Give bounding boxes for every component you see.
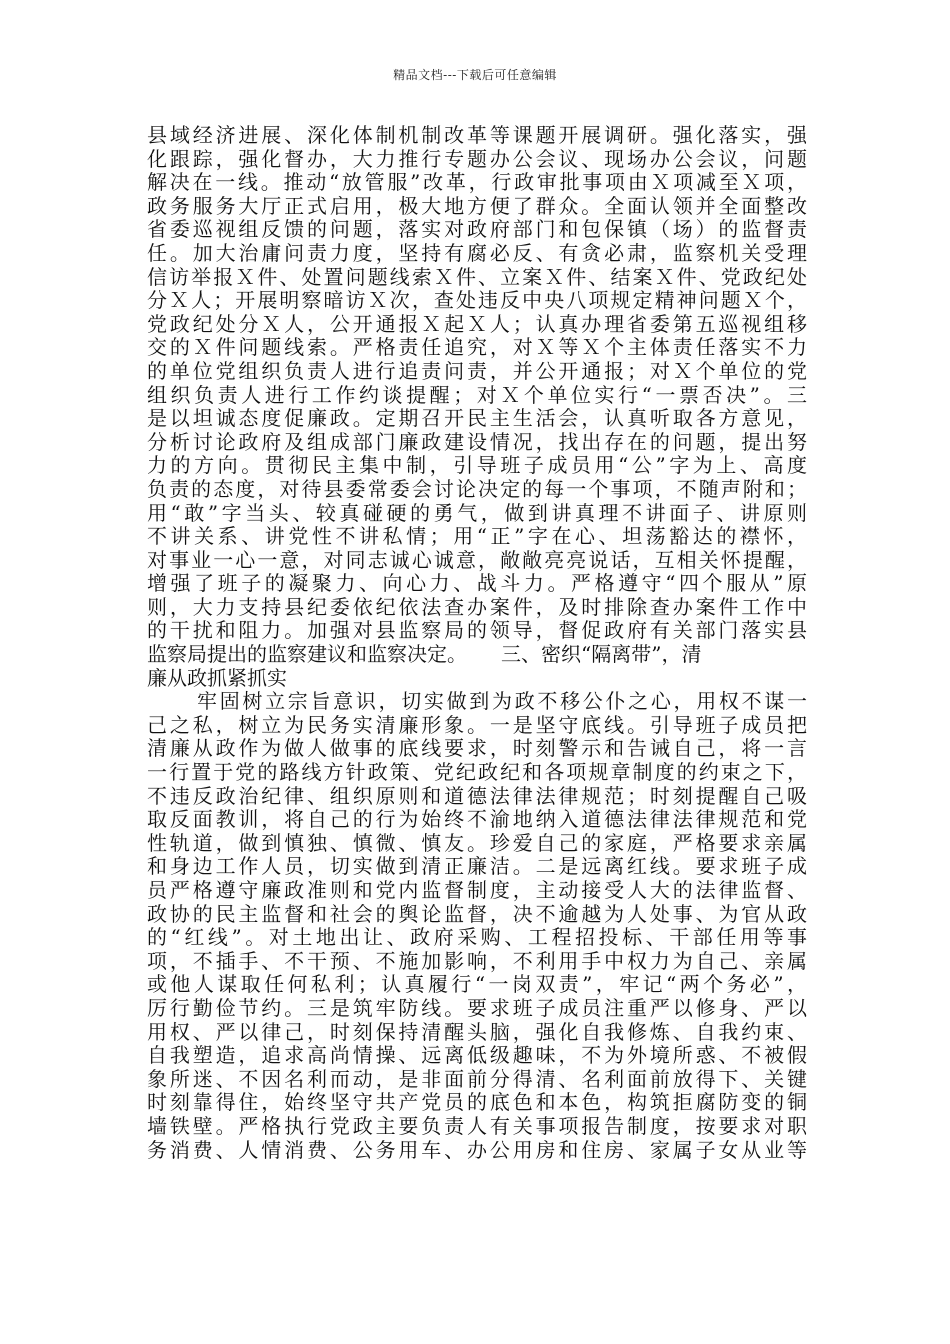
text-line: 不讲关系、讲党性不讲私情；用“正”字在心、坦荡豁达的襟怀，	[147, 524, 807, 549]
text-line: 一行置于党的路线方针政策、党纪政纪和各项规章制度的约束之下，	[147, 760, 807, 785]
text-line: 项，不插手、不干预、不施加影响，不利用手中权力为自己、亲属	[147, 948, 807, 973]
text-line: 则，大力支持县纪委依纪依法查办案件，及时排除查办案件工作中	[147, 594, 807, 619]
text-line: 取反面教训，将自己的行为始终不渝地纳入道德法律法律规范和党	[147, 807, 807, 832]
text-line: 务消费、人情消费、公务用车、办公用房和住房、家属子女从业等	[147, 1137, 807, 1162]
text-line: 对事业一心一意，对同志诚心诚意，敞敞亮亮说话，互相关怀提醒，	[147, 547, 807, 572]
text-line: 或他人谋取任何私利；认真履行“一岗双责”，牢记“两个务必”，	[147, 972, 807, 997]
text-line: 厉行勤俭节约。三是筑牢防线。要求班子成员注重严以修身、严以	[147, 995, 807, 1020]
section-3-heading-continued: 廉从政抓紧抓实	[147, 665, 287, 690]
text-line: 是以坦诚态度促廉政。定期召开民主生活会，认真听取各方意见，	[147, 406, 807, 431]
text-line: 自我塑造，追求高尚情操、远离低级趣味，不为外境所惑、不被假	[147, 1043, 807, 1068]
text-line: 党政纪处分Ｘ人，公开通报Ｘ起Ｘ人；认真办理省委第五巡视组移	[147, 311, 807, 336]
text-line: 用“敢”字当头、较真碰硬的勇气，做到讲真理不讲面子、讲原则	[147, 500, 807, 525]
text-line: 政协的民主监督和社会的舆论监督，决不逾越为人处事、为官从政	[147, 901, 807, 926]
text-line: 政务服务大厅正式启用，极大地方便了群众。全面认领并全面整改	[147, 193, 807, 218]
text-line: 分Ｘ人；开展明察暗访Ｘ次，查处违反中央八项规定精神问题Ｘ个，	[147, 288, 807, 313]
text-line: 增强了班子的凝聚力、向心力、战斗力。严格遵守“四个服从”原	[147, 571, 807, 596]
paragraph-1-last-line: 监察局提出的监察建议和监察决定。	[147, 642, 467, 667]
text-line: 交的Ｘ件问题线索。严格责任追究，对Ｘ等Ｘ个主体责任落实不力	[147, 335, 807, 360]
text-line: 信访举报Ｘ件、处置问题线索Ｘ件、立案Ｘ件、结案Ｘ件、党政纪处	[147, 264, 807, 289]
text-line-with-heading	[147, 643, 807, 667]
text-line: 用权、严以律己，时刻保持清醒头脑，强化自我修炼、自我约束、	[147, 1019, 807, 1044]
text-line: 己之私，树立为民务实清廉形象。一是坚守底线。引导班子成员把	[147, 712, 807, 737]
text-line: 组织负责人进行工作约谈提醒；对Ｘ个单位实行“一票否决”。三	[147, 382, 807, 407]
text-line: 化跟踪，强化督办，大力推行专题办公会议、现场办公会议，问题	[147, 146, 807, 171]
section-3-heading: 三、密织“隔离带”，清	[501, 642, 702, 667]
text-line: 负责的态度，对待县委常委会讨论决定的每一个事项，不随声附和；	[147, 476, 807, 501]
text-line: 的“红线”。对土地出让、政府采购、工程招投标、干部任用等事	[147, 925, 807, 950]
paragraph-1	[147, 124, 807, 690]
text-line: 清廉从政作为做人做事的底线要求，时刻警示和告诫自己，将一言	[147, 736, 807, 761]
text-line: 任。加大治庸问责力度，坚持有腐必反、有贪必肃，监察机关受理	[147, 240, 807, 265]
text-line: 省委巡视组反馈的问题，落实对政府部门和包保镇（场）的监督责	[147, 217, 807, 242]
text-line: 解决在一线。推动“放管服”改革，行政审批事项由Ｘ项减至Ｘ项，	[147, 170, 807, 195]
text-line: 不违反政治纪律、组织原则和道德法律法律规范；时刻提醒自己吸	[147, 783, 807, 808]
paragraph-2	[147, 690, 807, 1162]
text-line: 力的方向。贯彻民主集中制，引导班子成员用“公”字为上、高度	[147, 453, 807, 478]
text-line: 时刻靠得住，始终坚守共产党员的底色和本色，构筑拒腐防变的铜	[147, 1090, 807, 1115]
text-line: 墙铁壁。严格执行党政主要负责人有关事项报告制度，按要求对职	[147, 1113, 807, 1138]
text-line: 的干扰和阻力。加强对县监察局的领导，督促政府有关部门落实县	[147, 618, 807, 643]
text-line: 和身边工作人员，切实做到清正廉洁。二是远离红线。要求班子成	[147, 854, 807, 879]
text-line: 分析讨论政府及组成部门廉政建设情况，找出存在的问题，提出努	[147, 429, 807, 454]
text-line: 象所迷、不因名利而动，是非面前分得清、名利面前放得下、关键	[147, 1066, 807, 1091]
paragraph-2-first-line-text: 牢固树立宗旨意识，切实做到为政不移公仆之心，用权不谋一	[197, 689, 807, 714]
text-line: 员严格遵守廉政准则和党内监督制度，主动接受人大的法律监督、	[147, 878, 807, 902]
text-line: 的单位党组织负责人进行追责问责，并公开通报；对Ｘ个单位的党	[147, 358, 807, 383]
paragraph-2-first-line	[147, 690, 807, 714]
text-line: 县域经济进展、深化体制机制改革等课题开展调研。强化落实，强	[147, 123, 807, 147]
document-body	[147, 124, 807, 1162]
page-header: 精品文档---下载后可任意编辑	[393, 68, 557, 82]
text-line: 性轨道，做到慎独、慎微、慎友。珍爱自己的家庭，严格要求亲属	[147, 830, 807, 855]
